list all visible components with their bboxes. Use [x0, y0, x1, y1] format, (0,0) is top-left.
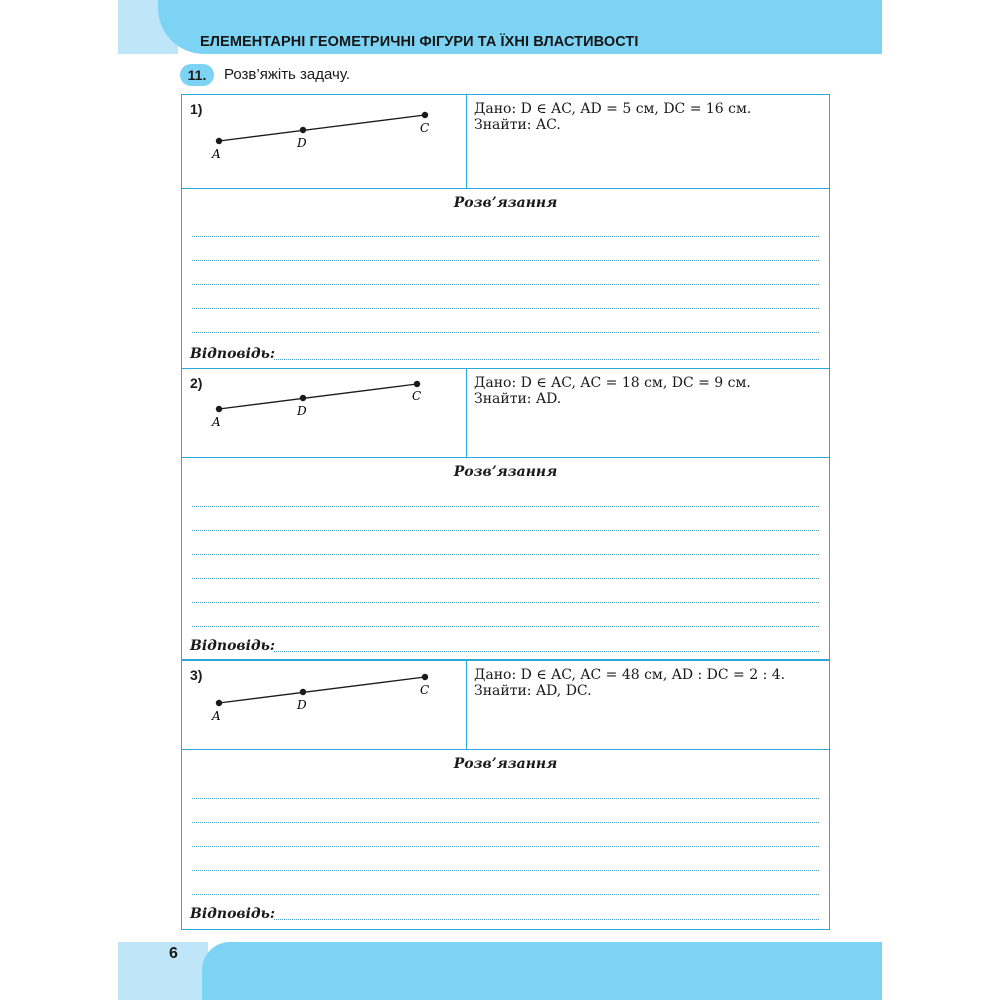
task-instruction: Розв’яжіть задачу. — [224, 66, 351, 83]
answer-label: Відповідь: — [190, 906, 276, 922]
answer-label: Відповідь: — [190, 638, 276, 654]
writing-line[interactable] — [192, 578, 819, 579]
page-title: ЕЛЕМЕНТАРНІ ГЕОМЕТРИЧНІ ФІГУРИ ТА ЇХНІ ВЛАСТИВОСТІ — [200, 34, 639, 50]
problem-number: 2) — [190, 375, 203, 391]
writing-line[interactable] — [192, 554, 819, 555]
solution-area — [181, 189, 830, 369]
problem-number: 1) — [190, 101, 203, 117]
point-label-d: D — [297, 404, 307, 418]
given-line: Дано: D ∈ AC, AD = 5 см, DC = 16 см. — [474, 101, 752, 117]
given-text-block — [474, 667, 785, 699]
point-label-d: D — [297, 136, 307, 150]
solution-area — [181, 750, 830, 930]
point-label-d: D — [297, 698, 307, 712]
writing-line[interactable] — [192, 870, 819, 871]
given-text-block — [474, 375, 751, 407]
problem-number: 3) — [190, 667, 203, 683]
segment-diagram — [182, 95, 466, 188]
column-divider — [466, 661, 467, 749]
writing-line[interactable] — [192, 284, 819, 285]
solution-title: Розв’язання — [453, 464, 558, 480]
writing-line[interactable] — [192, 626, 819, 627]
writing-line[interactable] — [192, 846, 819, 847]
answer-label: Відповідь: — [190, 346, 276, 362]
solution-area — [181, 458, 830, 660]
problem-header-box — [181, 94, 830, 189]
writing-line[interactable] — [192, 308, 819, 309]
find-line: Знайти: AD. — [474, 391, 562, 407]
solution-title: Розв’язання — [453, 756, 558, 772]
point-label-a: A — [212, 415, 221, 429]
given-line: Дано: D ∈ AC, AC = 48 см, AD : DC = 2 : 4. — [474, 667, 786, 683]
point-label-c: C — [420, 121, 430, 135]
writing-line[interactable] — [192, 822, 819, 823]
page-number: 6 — [169, 945, 178, 962]
writing-line[interactable] — [192, 506, 819, 507]
writing-line[interactable] — [192, 236, 819, 237]
answer-line[interactable] — [274, 359, 819, 360]
given-text-block — [474, 101, 751, 133]
point-label-a: A — [212, 147, 221, 161]
find-line: Знайти: AD, DC. — [474, 683, 592, 699]
point-label-c: C — [412, 389, 422, 403]
column-divider — [466, 369, 467, 457]
point-label-c: C — [420, 683, 430, 697]
task-number-badge: 11. — [180, 64, 214, 86]
column-divider — [466, 95, 467, 188]
find-line: Знайти: AC. — [474, 117, 561, 133]
writing-line[interactable] — [192, 530, 819, 531]
segment-diagram — [182, 369, 466, 457]
answer-line[interactable] — [274, 651, 819, 652]
segment-diagram — [182, 661, 466, 749]
solution-title: Розв’язання — [453, 195, 558, 211]
writing-line[interactable] — [192, 602, 819, 603]
point-label-a: A — [212, 709, 221, 723]
problem-header-box — [181, 368, 830, 458]
writing-line[interactable] — [192, 798, 819, 799]
writing-line[interactable] — [192, 894, 819, 895]
writing-line[interactable] — [192, 332, 819, 333]
writing-line[interactable] — [192, 260, 819, 261]
footer-band — [202, 942, 882, 1000]
footer-band-light — [118, 942, 208, 1000]
problem-header-box — [181, 660, 830, 750]
given-line: Дано: D ∈ AC, AC = 18 см, DC = 9 см. — [474, 375, 751, 391]
answer-line[interactable] — [274, 919, 819, 920]
